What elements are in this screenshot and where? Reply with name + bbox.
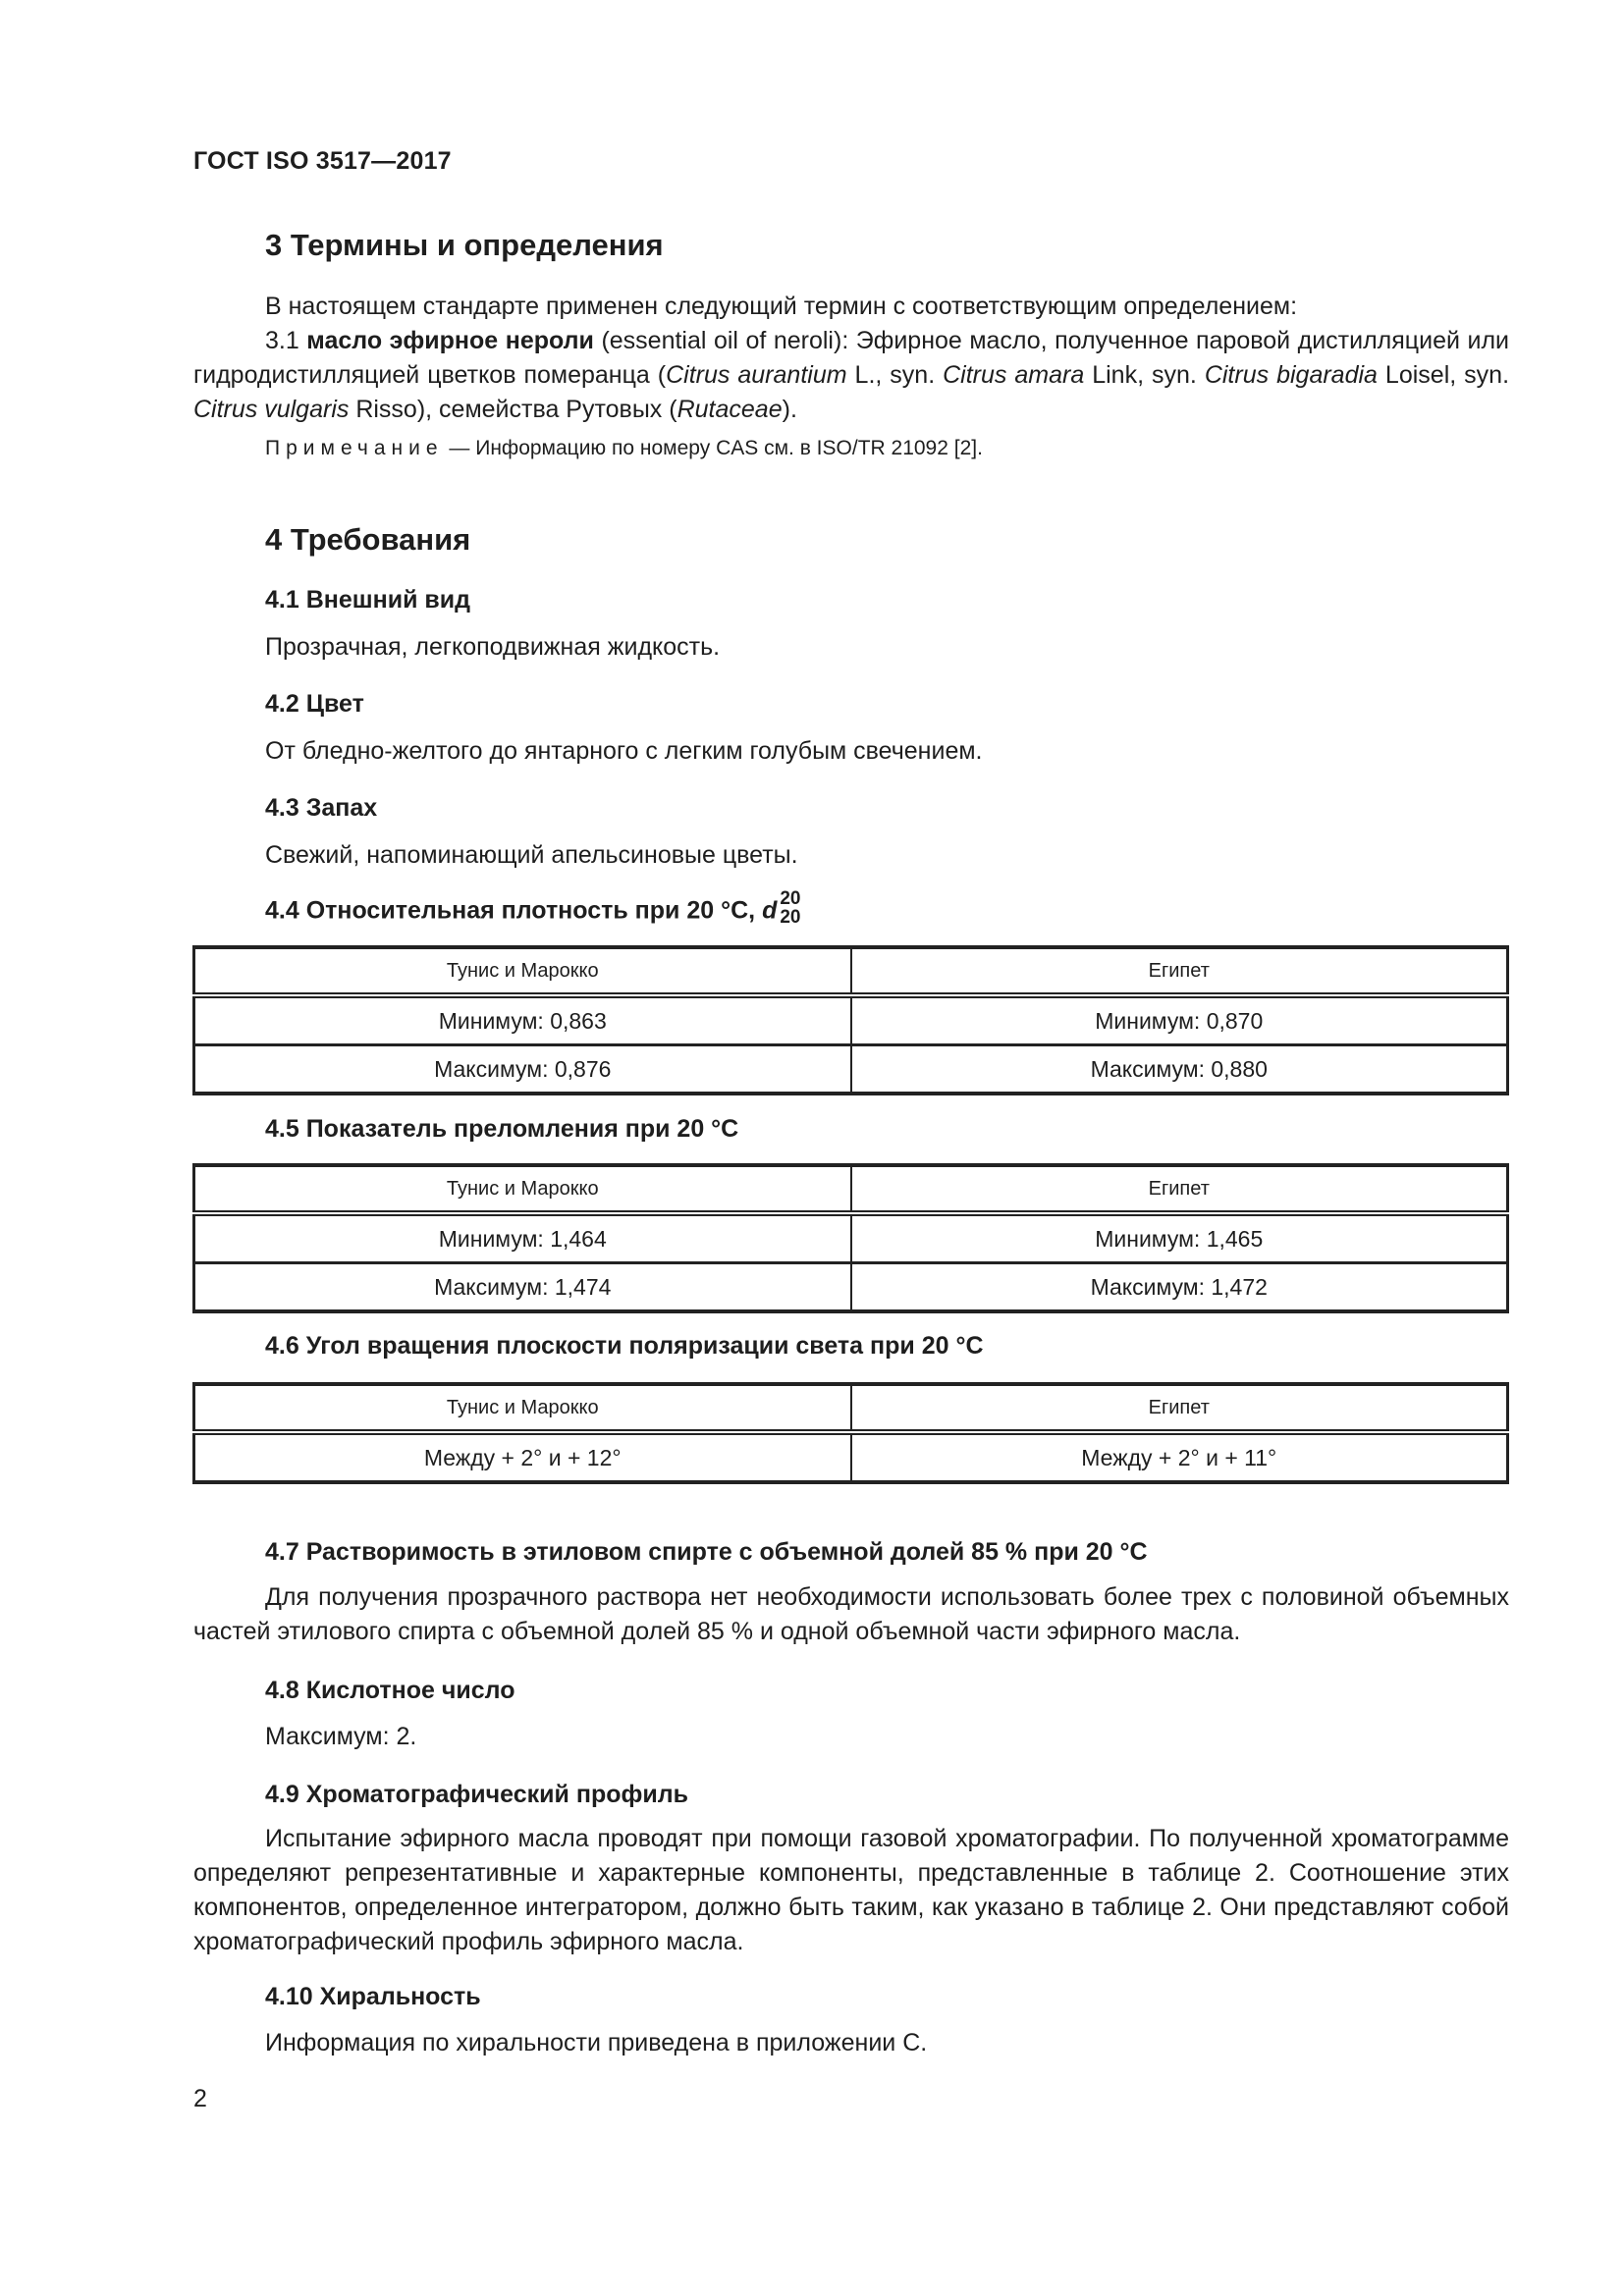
document-header: ГОСТ ISO 3517—2017 (193, 147, 452, 175)
table-header-row (194, 947, 1508, 995)
column-header: Египет (851, 1384, 1508, 1432)
definition-text-6: ). (782, 396, 797, 423)
section-4-1-text: Прозрачная, легкоподвижная жидкость. (265, 633, 721, 661)
table-row (194, 1263, 1508, 1312)
section-4-9-title: 4.9 Хроматографический профиль (265, 1781, 688, 1808)
table-cell: Максимум: 0,880 (851, 1045, 1508, 1095)
species-1: Citrus aurantium (666, 361, 847, 389)
table-cell: Минимум: 0,870 (851, 995, 1508, 1045)
section-3-intro: В настоящем стандарте применен следующий термин с соответствующим определением: (265, 293, 1298, 320)
density-subscript: 20 (780, 907, 801, 928)
table-cell: Максимум: 1,474 (194, 1263, 851, 1312)
section-4-7-title: 4.7 Растворимость в этиловом спирте с объемной долей 85 % при 20 °C (265, 1538, 1148, 1566)
section-4-10-title: 4.10 Хиральность (265, 1983, 481, 2010)
family-name: Rutaceae (677, 396, 783, 423)
note (265, 437, 983, 460)
section-4-9-text: Испытание эфирного масла проводят при помощи газовой хроматографии. По полученной хроматограмме определяют репрезентативные и характерные компоненты, представленные в таблице 2. Соотношение этих компонентов, определенное интегратором, должно быть таким, как указано в таблице 2. Они представляют собой хроматографический профиль эфирного масла. (193, 1825, 1509, 1955)
column-header: Тунис и Марокко (194, 1384, 851, 1432)
section-3-title: 3 Термины и определения (265, 228, 664, 262)
term-definition (193, 324, 1509, 427)
section-4-6-title: 4.6 Угол вращения плоскости поляризации света при 20 °C (265, 1332, 984, 1360)
section-4-2-title: 4.2 Цвет (265, 690, 364, 718)
term-name: масло эфирное нероли (306, 327, 594, 354)
section-4-3-text: Свежий, напоминающий апельсиновые цветы. (265, 841, 798, 869)
column-header: Египет (851, 947, 1508, 995)
table-cell: Минимум: 1,464 (194, 1213, 851, 1263)
table-cell: Максимум: 0,876 (194, 1045, 851, 1095)
table-header-row (194, 1384, 1508, 1432)
table-cell: Минимум: 1,465 (851, 1213, 1508, 1263)
optical-rotation-table (192, 1382, 1509, 1484)
density-superscript: 20 (780, 888, 801, 909)
species-4: Citrus vulgaris (193, 396, 350, 423)
section-4-2-text: От бледно-желтого до янтарного с легким голубым свечением. (265, 737, 983, 765)
note-label: Примечание (265, 437, 444, 459)
section-4-4-title (265, 888, 801, 931)
definition-text-3: Link, syn. (1084, 361, 1205, 389)
table-row (194, 995, 1508, 1045)
column-header: Тунис и Марокко (194, 1165, 851, 1213)
table-row (194, 1045, 1508, 1095)
species-3: Citrus bigaradia (1204, 361, 1378, 389)
definition-text-1: Эфирное масло, полученное паровой дистилляцией или гидродистилляцией цветков померанца ( (193, 327, 1509, 389)
refractive-index-table (192, 1163, 1509, 1313)
species-2: Citrus amara (943, 361, 1085, 389)
density-table (192, 945, 1509, 1095)
table-cell: Между + 2° и + 11° (851, 1432, 1508, 1482)
table-cell: Минимум: 0,863 (194, 995, 851, 1045)
section-4-8-title: 4.8 Кислотное число (265, 1677, 515, 1704)
table-cell: Между + 2° и + 12° (194, 1432, 851, 1482)
table-cell: Максимум: 1,472 (851, 1263, 1508, 1312)
section-4-8-text: Максимум: 2. (265, 1723, 417, 1750)
column-header: Египет (851, 1165, 1508, 1213)
table-row (194, 1432, 1508, 1482)
term-number: 3.1 (265, 327, 299, 354)
definition-text-5: Risso), семейства Рутовых ( (349, 396, 677, 423)
section-4-5-title: 4.5 Показатель преломления при 20 °C (265, 1115, 739, 1143)
density-indices (780, 889, 800, 927)
table-header-row (194, 1165, 1508, 1213)
section-4-1-title: 4.1 Внешний вид (265, 586, 470, 614)
section-4-4-title-text: 4.4 Относительная плотность при 20 °C, (265, 896, 763, 925)
page-number: 2 (193, 2085, 207, 2112)
term-english: (essential oil of neroli): (601, 327, 849, 354)
section-4-10-text: Информация по хиральности приведена в приложении С. (265, 2029, 928, 2056)
density-symbol: d (762, 896, 778, 925)
section-4-title: 4 Требования (265, 522, 471, 557)
table-row (194, 1213, 1508, 1263)
column-header: Тунис и Марокко (194, 947, 851, 995)
section-4-3-title: 4.3 Запах (265, 794, 378, 822)
note-text: — Информацию по номеру CAS см. в ISO/TR 21092 [2]. (443, 437, 983, 459)
definition-text-2: L., syn. (846, 361, 944, 389)
section-4-7-text: Для получения прозрачного раствора нет необходимости использовать более трех с половиной объемных частей этилового спирта с объемной долей 85 % и одной объемной части эфирного масла. (193, 1583, 1509, 1645)
definition-text-4: Loisel, syn. (1377, 361, 1510, 389)
